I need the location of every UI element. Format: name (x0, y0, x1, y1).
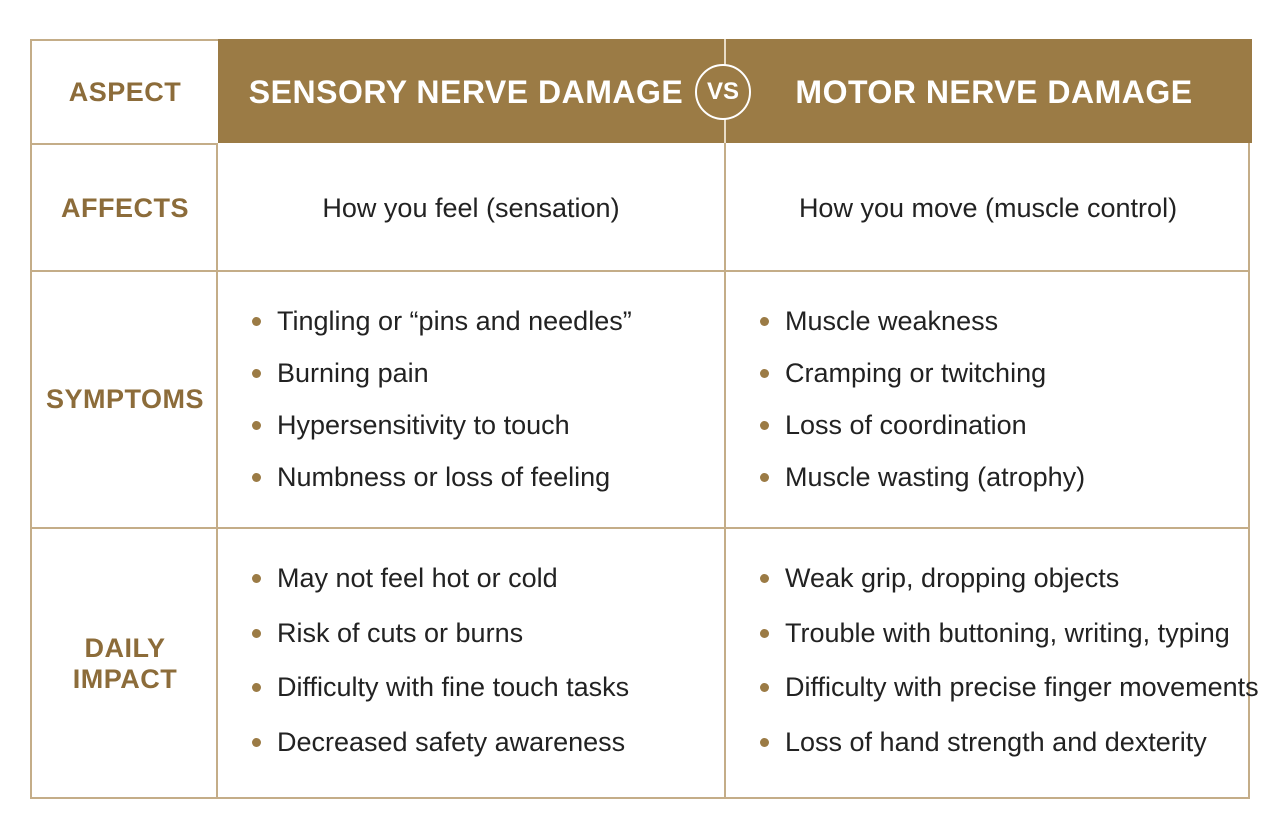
list-item: Burning pain (252, 347, 632, 399)
list-item: Difficulty with fine touch tasks (252, 660, 629, 715)
list-item: Numbness or loss of feeling (252, 451, 632, 503)
list-item: Cramping or twitching (760, 347, 1085, 399)
list-item: Loss of coordination (760, 399, 1085, 451)
list-item: Muscle wasting (atrophy) (760, 451, 1085, 503)
comparison-table (30, 39, 1259, 799)
vs-badge-label: VS (706, 78, 739, 105)
list-item: Hypersensitivity to touch (252, 399, 632, 451)
daily-impact-label: DAILY IMPACT (72, 633, 178, 694)
sensory-affects-text: How you feel (sensation) (322, 192, 620, 223)
vs-badge (695, 64, 751, 120)
motor-column-title-text: MOTOR NERVE DAMAGE (795, 73, 1193, 110)
daily-impact-label-cell (32, 529, 218, 799)
motor-affects-cell (726, 145, 1250, 271)
list-item: Risk of cuts or burns (252, 606, 629, 661)
motor-daily-impact-list (760, 551, 1259, 769)
list-item: May not feel hot or cold (252, 551, 629, 606)
sensory-daily-impact-list (252, 551, 629, 769)
sensory-affects-cell (218, 145, 724, 271)
affects-label-cell (32, 145, 218, 271)
motor-column-title (738, 41, 1250, 143)
sensory-column-title (218, 41, 714, 143)
symptoms-label: SYMPTOMS (45, 384, 205, 414)
list-item: Decreased safety awareness (252, 715, 629, 770)
aspect-header-label: ASPECT (68, 76, 182, 107)
affects-label: AFFECTS (61, 192, 189, 223)
motor-symptoms-list (760, 295, 1085, 503)
sensory-symptoms-list (252, 295, 632, 503)
list-item: Weak grip, dropping objects (760, 551, 1259, 606)
list-item: Loss of hand strength and dexterity (760, 715, 1259, 770)
symptoms-label-cell (32, 272, 218, 527)
sensory-column-title-text: SENSORY NERVE DAMAGE (248, 73, 684, 110)
list-item: Muscle weakness (760, 295, 1085, 347)
aspect-header (32, 41, 218, 143)
list-item: Trouble with buttoning, writing, typing (760, 606, 1259, 661)
list-item: Tingling or “pins and needles” (252, 295, 632, 347)
list-item: Difficulty with precise finger movements (760, 660, 1259, 715)
motor-affects-text: How you move (muscle control) (798, 192, 1178, 223)
